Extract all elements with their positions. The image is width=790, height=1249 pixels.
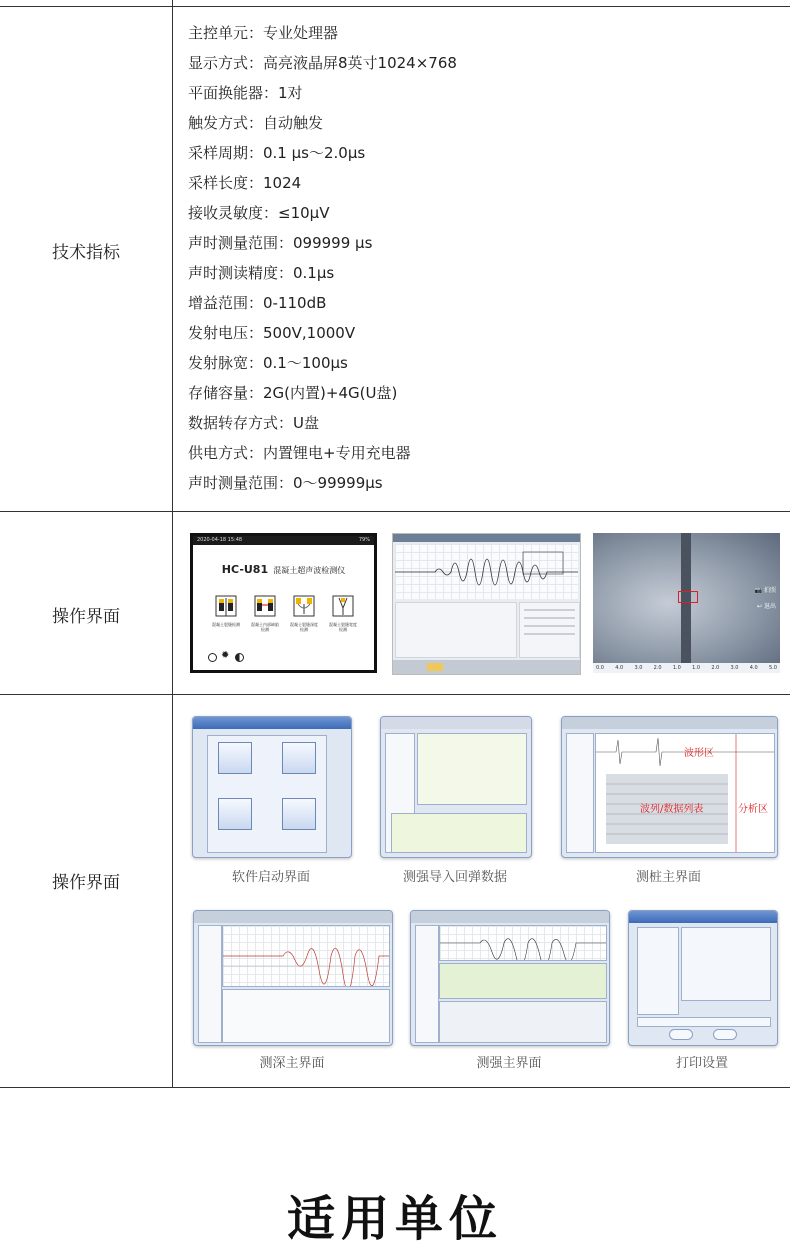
crack-width-icon: [331, 594, 355, 618]
spec-item: 发射脉宽：0.1～100μs: [188, 354, 348, 372]
caption-print: 打印设置: [675, 1056, 728, 1071]
depth-measure-tile[interactable]: [218, 798, 252, 830]
status-time: 2020-04-18 15:48: [197, 537, 243, 543]
spec-item: 发射电压：500V,1000V: [188, 324, 356, 342]
spec-item: 接收灵敏度：≤10μV: [188, 204, 330, 222]
software-print-screenshot: [628, 910, 778, 1046]
spec-item: 显示方式：高亮液晶屏8英寸1024×768: [188, 54, 457, 72]
defect-probe-icon: [253, 594, 277, 618]
software-import-screenshot: [380, 716, 532, 858]
spec-item: 声时测量范围：099999 μs: [188, 234, 373, 252]
pile-overlay-wave: 波形区: [684, 748, 714, 759]
device-home-screenshot: [190, 533, 377, 673]
camera-photo-button[interactable]: 📷 拍照: [754, 587, 776, 594]
row-divider-2: [0, 694, 790, 695]
spec-item: 主控单元：专业处理器: [188, 24, 339, 42]
print-confirm-button[interactable]: [669, 1029, 693, 1040]
software-strength-screenshot: [410, 910, 610, 1046]
mode-defect-detect[interactable]: 混凝土内部缺陷检测: [250, 594, 280, 632]
depth-waveform-plot: [223, 926, 389, 986]
spec-item: 数据转存方式：U盘: [188, 414, 319, 432]
caption-pile: 测桩主界面: [635, 870, 701, 885]
spec-item: 平面换能器：1对: [188, 84, 303, 102]
spec-item: 声时测量范围：0～99999μs: [188, 474, 383, 492]
software-pile-screenshot: [561, 716, 778, 858]
row-label-tech: 技术指标: [52, 243, 120, 263]
table-bottom-border: [0, 1087, 790, 1088]
mode-crack-detect[interactable]: 混凝土裂缝检测: [211, 594, 241, 627]
spec-item: 采样周期：0.1 μs～2.0μs: [188, 144, 366, 162]
pile-overlay-analysis: 分析区: [738, 804, 768, 815]
battery-level: 79%: [358, 537, 370, 543]
table-top-border: [0, 6, 790, 7]
camera-scale-axis: 0.0 4.0 3.0 2.0 1.0 1.0 2.0 3.0 4.0 5.0: [593, 663, 780, 673]
software-depth-screenshot: [193, 910, 393, 1046]
caption-strength: 测强主界面: [476, 1056, 542, 1071]
spec-item: 增益范围：0-110dB: [188, 294, 327, 312]
device-camera-screenshot: [593, 533, 780, 673]
pile-analysis-tile[interactable]: [218, 742, 252, 774]
section-heading: 适用单位: [286, 1191, 503, 1247]
spec-item: 声时测读精度：0.1μs: [188, 264, 335, 282]
waveform-plot: [395, 544, 578, 599]
defect-analysis-tile[interactable]: [282, 798, 316, 830]
camera-back-button[interactable]: ↩ 退出: [757, 603, 776, 610]
spec-item: 采样长度：1024: [188, 174, 302, 192]
strength-waveform-plot: [440, 926, 606, 960]
row-label-software-ui: 操作界面: [52, 873, 120, 893]
print-cancel-button[interactable]: [713, 1029, 737, 1040]
mode-crack-depth[interactable]: 混凝土裂缝深度检测: [289, 594, 319, 632]
row-label-device-ui: 操作界面: [52, 607, 120, 627]
spec-item: 存储容量：2G(内置)+4G(U盘): [188, 384, 398, 402]
spec-list: [188, 18, 457, 498]
strength-analysis-tile[interactable]: [282, 742, 316, 774]
caption-import: 测强导入回弹数据: [402, 870, 507, 885]
power-icon[interactable]: [208, 653, 217, 662]
gear-icon[interactable]: ✹: [221, 650, 230, 661]
mode-crack-width[interactable]: 混凝土裂缝宽度检测: [328, 594, 358, 632]
contrast-icon[interactable]: [235, 653, 244, 662]
device-title: HC-U81 混凝土超声波检测仪: [221, 563, 346, 576]
crack-depth-icon: [292, 594, 316, 618]
pile-overlay-list: 波列/数据列表: [640, 804, 704, 815]
spec-item: 供电方式：内置锂电+专用充电器: [188, 444, 411, 462]
caption-startup: 软件启动界面: [231, 870, 310, 885]
spec-item: 触发方式：自动触发: [188, 114, 324, 132]
caption-depth: 测深主界面: [259, 1056, 325, 1071]
device-waveform-screenshot: [392, 533, 581, 675]
table-left-column-border: [172, 0, 173, 1088]
software-startup-screenshot: [192, 716, 352, 858]
row-divider-1: [0, 511, 790, 512]
crack-probe-icon: [214, 594, 238, 618]
